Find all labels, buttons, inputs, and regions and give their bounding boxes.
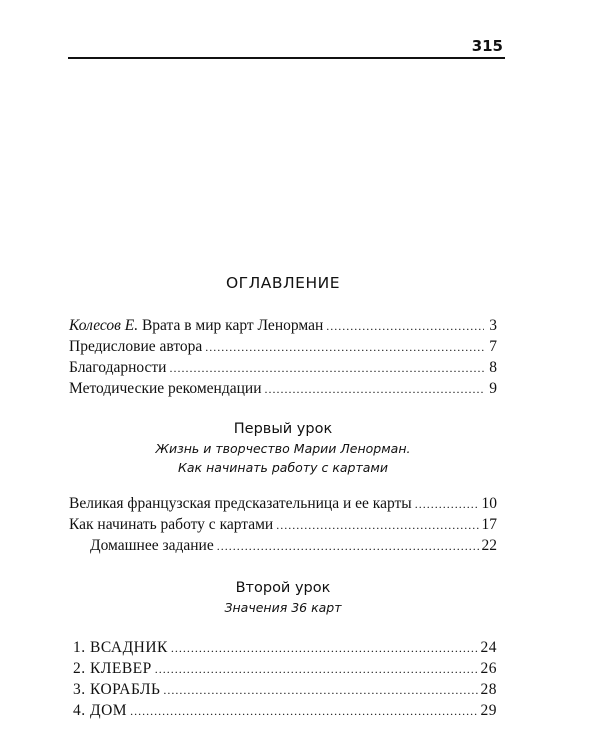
dot-leader xyxy=(326,316,484,337)
entry-page: 10 xyxy=(481,495,497,512)
dot-leader xyxy=(265,379,485,400)
entry-page: 7 xyxy=(489,338,497,355)
dot-leader xyxy=(217,536,479,557)
entry-title: Методические рекомендации xyxy=(69,380,262,397)
toc-entry xyxy=(69,658,497,679)
entry-page: 29 xyxy=(480,702,497,719)
entry-author: Колесов Е. xyxy=(69,317,139,334)
section-subtitle: Как начинать работу с картами xyxy=(178,460,388,475)
table-of-contents xyxy=(69,273,497,721)
entry-title: 3. КОРАБЛЬ xyxy=(73,681,161,698)
toc-entry xyxy=(69,700,497,721)
toc-entry xyxy=(69,357,497,378)
toc-entry xyxy=(69,315,497,336)
dot-leader xyxy=(169,358,484,379)
dot-leader xyxy=(205,337,484,358)
dot-leader xyxy=(163,680,477,701)
toc-entry xyxy=(69,514,497,535)
entry-title: 1. ВСАДНИК xyxy=(73,639,168,656)
page-number: 315 xyxy=(471,37,503,55)
entry-page: 3 xyxy=(489,317,497,334)
entry-page: 24 xyxy=(480,639,497,656)
entry-title: 2. КЛЕВЕР xyxy=(73,660,152,677)
section-title: Первый урок xyxy=(233,421,333,437)
toc-entry xyxy=(69,493,497,514)
entry-title: Благодарности xyxy=(69,359,167,376)
entry-page: 17 xyxy=(481,516,497,533)
entry-title: Врата в мир карт Ленорман xyxy=(141,317,324,334)
section-title: Второй урок xyxy=(235,580,331,596)
entry-page: 26 xyxy=(480,660,497,677)
dot-leader xyxy=(130,701,477,722)
entry-title: 4. ДОМ xyxy=(73,702,128,719)
toc-entry xyxy=(69,535,497,556)
entry-title: Домашнее задание xyxy=(90,537,214,554)
dot-leader xyxy=(276,515,478,536)
section-subtitle: Значения 36 карт xyxy=(224,600,342,615)
section-subtitle: Жизнь и творчество Марии Ленорман. xyxy=(155,441,411,456)
dot-leader xyxy=(171,638,478,659)
dot-leader xyxy=(415,494,479,515)
entry-page: 8 xyxy=(489,359,497,376)
toc-title: ОГЛАВЛЕНИЕ xyxy=(225,274,341,292)
toc-entry xyxy=(69,637,497,658)
header-rule xyxy=(68,57,505,59)
entry-title: Как начинать работу с картами xyxy=(69,516,274,533)
toc-entry xyxy=(69,336,497,357)
toc-entry xyxy=(69,679,497,700)
toc-entry xyxy=(69,378,497,399)
entry-page: 28 xyxy=(480,681,497,698)
entry-title: Предисловие автора xyxy=(69,338,203,355)
entry-title: Великая французская предсказательница и ее карты xyxy=(69,495,412,512)
entry-page: 22 xyxy=(481,537,497,554)
entry-page: 9 xyxy=(489,380,497,397)
dot-leader xyxy=(155,659,478,680)
